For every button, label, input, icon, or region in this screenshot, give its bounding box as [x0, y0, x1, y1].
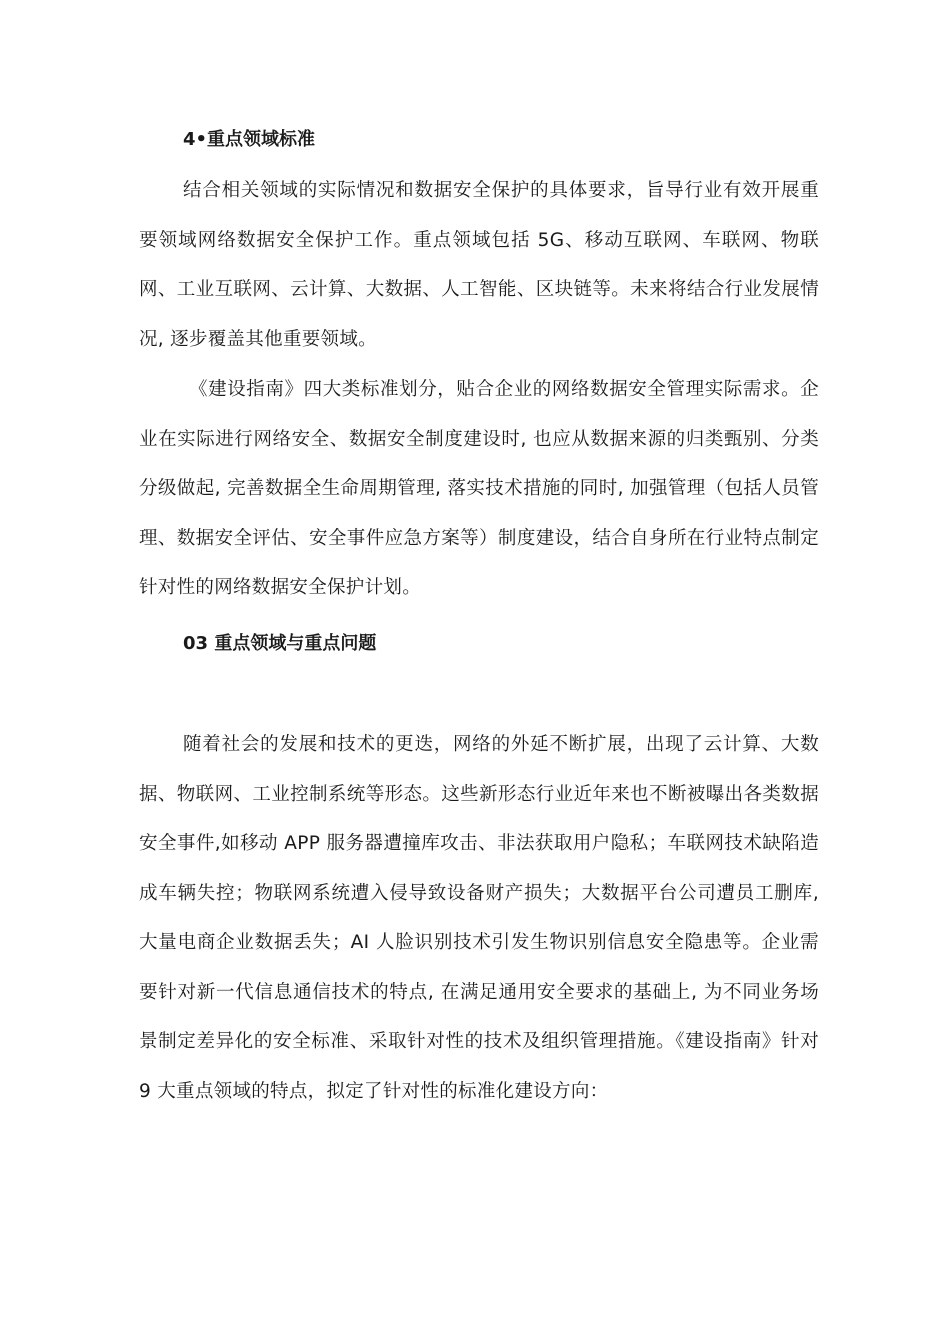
paragraph-key-domains: 结合相关领域的实际情况和数据安全保护的具体要求，旨导行业有效开展重要领域网络数据安全保护工作。重点领域包括 5G、移动互联网、车联网、物联网、工业互联网、云计算、大数据、人工智能、区块链等。未来将结合行业发展情况, 逐步覆盖其他重要领域。 [139, 180, 819, 350]
section-heading-key-issues: 03 重点领域与重点问题 [183, 633, 377, 654]
paragraph-new-forms-security: 随着社会的发展和技术的更迭，网络的外延不断扩展，出现了云计算、大数据、物联网、工业控制系统等形态。这些新形态行业近年来也不断被曝出各类数据安全事件,如移动 APP 服务器遭撞库攻击、非法获取用户隐私；车联网技术缺陷造成车辆失控；物联网系统遭入侵导致设备财产损失；大数据平台公司遭员工删库, 大量电商企业数据丢失；AI 人脸识别技术引发生物识别信息安全隐患等。企业需要针对新一代信息通信技术的特点, 在满足通用安全要求的基础上, 为不同业务场景制定差异化的安全标准、采取针对性的技术及组织管理措施。《建设指南》针对 9 大重点领域的特点，拟定了针对性的标准化建设方向： [139, 734, 819, 1102]
section-heading-key-domain-standards: 4•重点领域标准 [183, 129, 316, 150]
paragraph-construction-guide: 《建设指南》四大类标准划分，贴合企业的网络数据安全管理实际需求。企业在实际进行网络安全、数据安全制度建设时, 也应从数据来源的归类甄别、分类分级做起, 完善数据全生命周期管理, 落实技术措施的同时, 加强管理（包括人员管理、数据安全评估、安全事件应急方案等）制度建设，结合自身所在行业特点制定针对性的网络数据安全保护计划。 [139, 379, 819, 598]
